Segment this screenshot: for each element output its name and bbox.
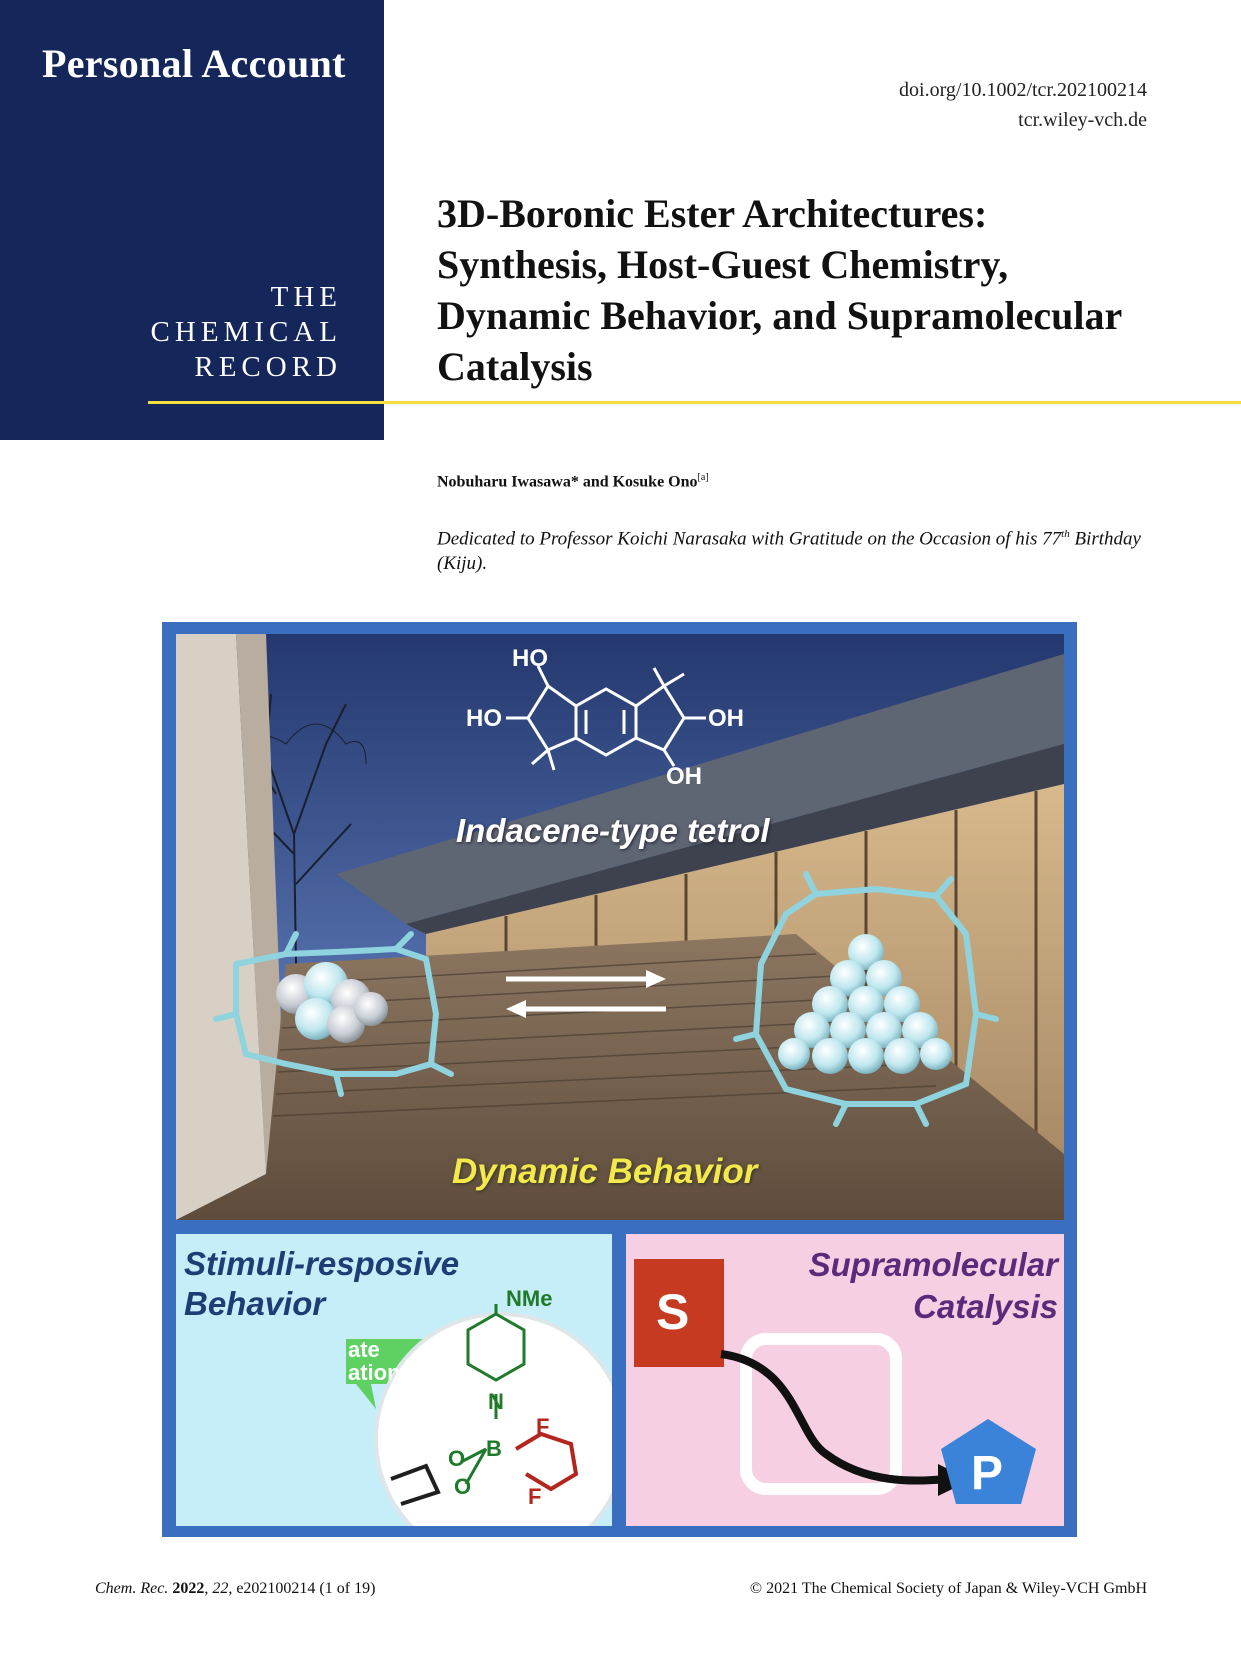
caption-indacene-tetrol: Indacene-type tetrol [456,812,770,849]
article-type-label: Personal Account [42,41,346,86]
label-nme2: NMe [506,1286,553,1311]
cage-box [746,1339,896,1489]
citation-article-number: , e202100214 (1 of 19) [228,1580,376,1597]
label-f1: F [536,1414,550,1439]
caption-supra-line: Catalysis [913,1288,1058,1325]
label-o2: O [454,1474,472,1499]
label-product: P [971,1447,1004,1500]
title-line: 3D-Boronic Ester Architectures: [437,191,988,236]
label-o1: O [448,1446,466,1471]
caption-stimuli-line: Behavior [184,1285,326,1322]
header-rule [148,401,1241,404]
supramolecular-catalysis-panel [626,1234,1064,1526]
citation-year: 2022 [172,1580,205,1597]
label-ate: ate [348,1337,380,1362]
caption-stimuli-line: Stimuli-resposive [184,1245,460,1282]
dedication [437,522,1147,576]
journal-site-link[interactable]: tcr.wiley-vch.de [1018,109,1147,131]
title-line: Catalysis [437,344,593,389]
caption-dynamic-behavior: Dynamic Behavior [452,1152,758,1191]
journal-name-line: RECORD [194,351,342,383]
caption-supramolecular [809,1244,1058,1328]
journal-abbreviation: Chem. Rec. [95,1580,169,1597]
label-f2: F [528,1484,542,1509]
citation-volume: 22 [212,1580,229,1597]
label-b: B [486,1436,502,1461]
title-line: Dynamic Behavior, and Supramolecular [437,293,1123,338]
label-n: N [488,1389,504,1414]
affiliation-marker: [a] [697,472,709,483]
author-list [437,472,709,491]
journal-name [151,280,342,385]
journal-banner [0,0,384,440]
journal-name-line: CHEMICAL [150,316,342,348]
building-scene-illustration [176,634,1064,1220]
journal-name-line: THE [270,281,342,313]
article-title [437,188,1157,392]
dedication-text-end: Birthday (Kiju). [437,528,1141,575]
title-line: Synthesis, Host-Guest Chemistry, [437,242,1009,287]
ordinal-suffix: th [1061,528,1070,540]
caption-supra-line: Supramolecular [808,1246,1058,1283]
dedication-text: Dedicated to Professor Koichi Narasaka with Gratitude on the Occasion of his 77 [437,528,1062,550]
dynamic-behavior-panel [176,634,1064,1220]
label-oh-right: OH [708,705,744,732]
author-names: Nobuharu Iwasawa* and Kosuke Ono [437,473,698,491]
label-ation: ation [348,1360,401,1385]
doi-block [899,75,1147,135]
label-ho-top: HO [512,645,548,672]
copyright: © 2021 The Chemical Society of Japan & Wiley-VCH GmbH [749,1580,1147,1597]
label-oh-bottom: OH [666,763,702,790]
stimuli-responsive-panel [176,1234,612,1526]
label-ho-left: HO [466,705,502,732]
reaction-arrow [721,1354,946,1481]
citation: Chem. Rec. 2022, 22, e202100214 (1 of 19) [95,1580,376,1597]
doi-link[interactable]: doi.org/10.1002/tcr.202100214 [899,79,1147,101]
graphical-abstract [162,622,1077,1537]
label-substrate: S [656,1284,690,1340]
caption-stimuli [184,1244,459,1324]
